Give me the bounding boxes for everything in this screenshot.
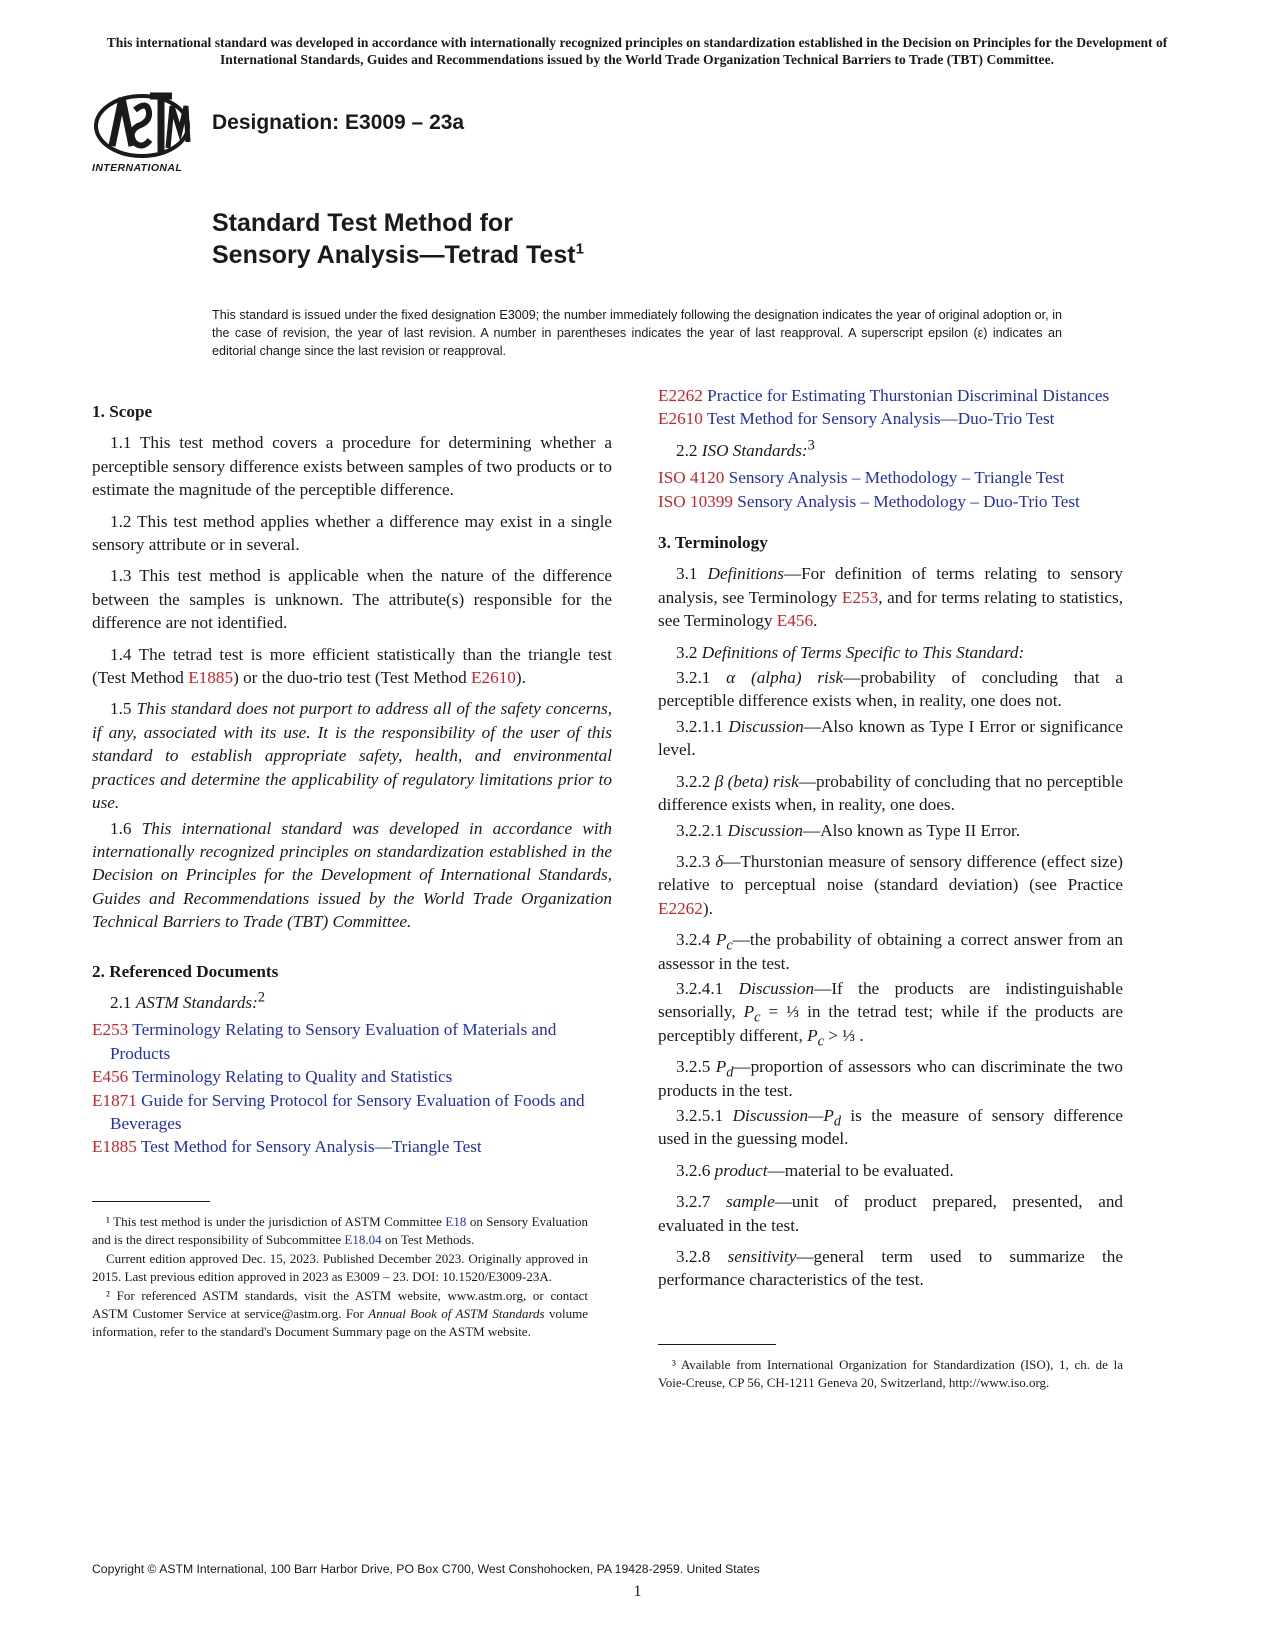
footnote-rule-right: [658, 1344, 776, 1345]
para-3-2-2-1: 3.2.2.1 Discussion—Also known as Type II Error.: [676, 820, 1021, 840]
iso-standards-label: 2.2 ISO Standards:$^3$: [676, 437, 815, 460]
para-3-2-5-1: 3.2.5.1 $Discussion—P_d$ is the measure of sensory difference used in the guessing model.: [658, 1105, 1124, 1149]
para-1-5: 1.5 This standard does not purport to address all of the safety concerns, if any, associated with its use. It is the responsibility of the user of this standard to establish appropriate safety, health, and environmental practices and determine the applicability of regulatory limitations prior to use.: [92, 699, 613, 813]
para-1-3: 1.3 This test method is applicable when the nature of the difference between the samples is unknown. The attribute(s) responsible for the difference are not identified.: [92, 566, 612, 633]
para-1-1: 1.1 This test method covers a procedure for determining whether a perceptible sensory difference exists between samples of two products or to estimate the magnitude of the perceptible difference.: [92, 433, 612, 500]
para-3-2-1: 3.2.1 α (alpha) risk—probability of concluding that a perceptible difference exists when, in reality, one does not.: [658, 668, 1124, 711]
copyright: Copyright © ASTM International, 100 Barr Harbor Drive, PO Box C700, West Conshohocken, PA 19428-2959. United States: [92, 1562, 760, 1576]
section-heading-terminology: 3. Terminology: [658, 533, 768, 553]
para-3-2-1-1: 3.2.1.1 Discussion—Also known as Type I Error or significance level.: [658, 716, 1123, 760]
para-3-2-7: 3.2.7 sample—unit of product prepared, presented, and evaluated in the test.: [658, 1192, 1124, 1235]
logo-wordmark: INTERNATIONAL: [92, 162, 183, 174]
para-3-2-4-1: 3.2.4.1 Discussion—If the products are indistinguishable sensorially, $P_c$ = ⅓ in the tetrad test; while if the products are perceptibly different, $P_c$ > ⅓ .: [658, 978, 1123, 1050]
para-3-2-3: 3.2.3 δ—Thurstonian measure of sensory difference (effect size) relative to perceptual noise (standard deviation) (see Practice E2262).: [658, 851, 1124, 918]
para-3-2-4: 3.2.4 $P_c—the$ probability of obtaining a correct answer from an assessor in the test.: [658, 930, 1123, 973]
link-e253[interactable]: E253: [841, 587, 879, 607]
title-line-2: Sensory Analysis—Tetrad Test$^1$: [212, 240, 584, 269]
document-title: [212, 207, 584, 271]
link-e1885[interactable]: E1885: [188, 668, 234, 688]
link-e2262[interactable]: E2262: [658, 898, 703, 918]
ref-e1885[interactable]: E1885 Test Method for Sensory Analysis—Triangle Test: [92, 1137, 482, 1157]
section-heading-referenced-documents: 2. Referenced Documents: [92, 961, 279, 981]
para-3-2-2: 3.2.2 β (beta) risk—probability of concluding that no perceptible difference exists when, in reality, one does.: [658, 771, 1123, 815]
para-1-4: 1.4 The tetrad test is more efficient statistically than the triangle test (Test Method E1885) or the duo-trio test (Test Method E2610).: [92, 644, 612, 688]
footnote-1-edition: Current edition approved Dec. 15, 2023. Published December 2023. Originally approved in 2015. Last previous edition approved in 2023 as E3009 – 23. DOI: 10.1520/E3009-23A.: [92, 1251, 588, 1284]
para-3-2-5: 3.2.5 $P_d—proportion$ of assessors who can discriminate the two products in the test.: [658, 1057, 1123, 1100]
title-line-1: Standard Test Method for: [212, 209, 513, 237]
para-1-6: 1.6 This international standard was developed in accordance with internationally recognized principles on standardization established in the Decision on Principles for the Development of International Standards, Guides and Recommendations issued by the World Trade Organization Technical Barriers to Trade (TBT) Committee.: [92, 818, 612, 932]
link-e456[interactable]: E456: [776, 611, 814, 631]
footnote-1: ¹ This test method is under the jurisdiction of ASTM Committee E18 on Sensory Evaluation and is the direct responsibility of Subcommittee E18.04 on Test Methods.: [92, 1214, 588, 1247]
section-heading-scope: 1. Scope: [92, 402, 153, 421]
para-3-2: 3.2 Definitions of Terms Specific to This Standard:: [676, 642, 1025, 662]
ref-e253[interactable]: E253 Terminology Relating to Sensory Evaluation of Materials and Products: [92, 1020, 557, 1063]
footnotes-left: [92, 1213, 588, 1342]
tbt-notice: This international standard was developed in accordance with internationally recognized principles on standardization established in the Decision on Principles for the Development of International Standards, Guides and Recommendations issued by the World Trade Organization Technical Barriers to Trade (TBT) Committee.: [106, 35, 1168, 67]
para-3-2-6: 3.2.6 product—material to be evaluated.: [676, 1160, 954, 1180]
footnote-2: ² For referenced ASTM standards, visit the ASTM website, www.astm.org, or contact ASTM Customer Service at service@astm.org. For Annual Book of ASTM Standards volume information, refer to the standard's Document Summary page on the ASTM website.: [92, 1288, 588, 1339]
ref-iso-4120[interactable]: ISO 4120 Sensory Analysis – Methodology – Triangle Test: [658, 468, 1065, 488]
designation: Designation: E3009 – 23a: [212, 111, 465, 134]
footnotes-right: [658, 1356, 1123, 1393]
footnote-3: ³ Available from International Organization for Standardization (ISO), 1, ch. de la Voie-Creuse, CP 56, CH-1211 Geneva 20, Switzerland, http://www.iso.org.: [658, 1357, 1123, 1390]
para-1-2: 1.2 This test method applies whether a difference may exist in a single sensory attribute or in several.: [92, 511, 612, 555]
ref-e2610[interactable]: E2610 Test Method for Sensory Analysis—Duo-Trio Test: [658, 409, 1055, 429]
astm-logo: [92, 88, 192, 178]
link-e18-04[interactable]: E18.04: [344, 1232, 382, 1247]
ref-e456[interactable]: E456 Terminology Relating to Quality and Statistics: [92, 1067, 453, 1087]
astm-standards-label: 2.1 ASTM Standards:$^2$: [110, 989, 266, 1012]
astm-logo-icon: [92, 88, 192, 160]
issue-note: This standard is issued under the fixed designation E3009; the number immediately following the designation indicates the year of original adoption or, in the case of revision, the year of last revision. A number in parentheses indicates the year of last reapproval. A superscript epsilon (ε) indicates an editorial change since the last revision or reapproval.: [212, 308, 1062, 358]
ref-iso-10399[interactable]: ISO 10399 Sensory Analysis – Methodology – Duo-Trio Test: [658, 491, 1080, 511]
page-number: 1: [633, 1583, 642, 1600]
footnote-rule-left: [92, 1201, 210, 1202]
left-column: [92, 400, 612, 1159]
para-3-2-8: 3.2.8 sensitivity—general term used to summarize the performance characteristics of the test.: [658, 1247, 1123, 1290]
ref-e1871[interactable]: E1871 Guide for Serving Protocol for Sensory Evaluation of Foods and Beverages: [92, 1090, 585, 1133]
link-e2610[interactable]: E2610: [471, 668, 516, 688]
ref-e2262[interactable]: E2262 Practice for Estimating Thurstonian Discriminal Distances: [658, 386, 1110, 405]
para-3-1: 3.1 Definitions—For definition of terms relating to sensory analysis, see Terminology E253, and for terms relating to statistics, see Terminology E456.: [658, 564, 1124, 631]
right-column: [658, 384, 1123, 1300]
link-e18[interactable]: E18: [445, 1214, 467, 1229]
title-footnote-mark[interactable]: 1: [575, 240, 584, 258]
